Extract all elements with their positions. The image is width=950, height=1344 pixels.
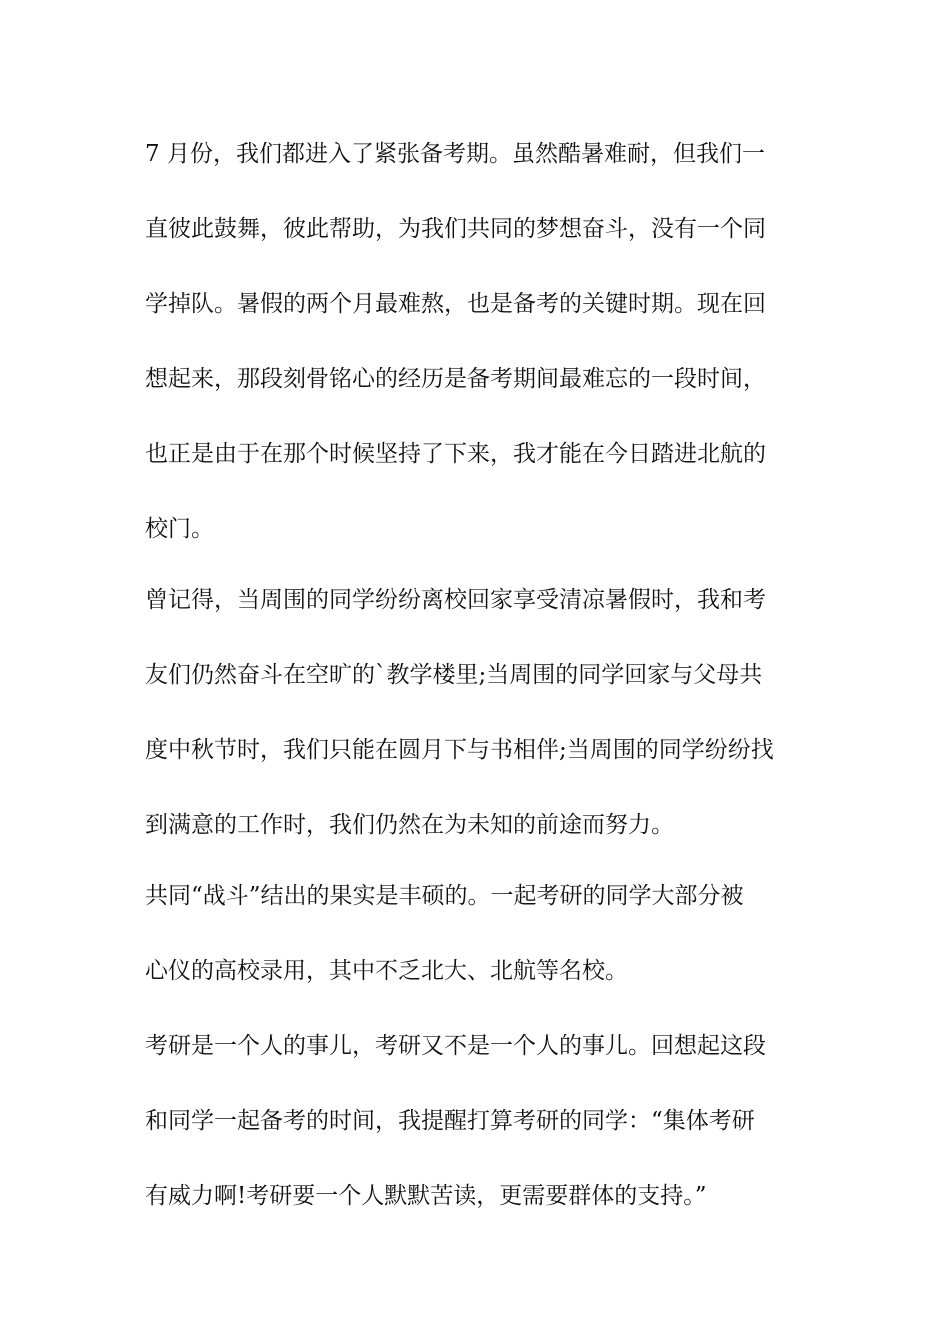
text-line: 学掉队。暑假的两个月最难熬，也是备考的关键时期。现在回 (145, 291, 766, 317)
paragraph-2 (145, 563, 815, 863)
text-line: 和同学一起备考的时间，我提醒打算考研的同学：“集体考研 (145, 1108, 755, 1134)
text-line: 共同“战斗”结出的果实是丰硕的。一起考研的同学大部分被 (145, 883, 744, 909)
text-line: 7 月份，我们都进入了紧张备考期。虽然酷暑难耐，但我们一 (145, 141, 765, 167)
text-line: 校门。 (145, 516, 214, 542)
text-line: 想起来，那段刻骨铭心的经历是备考期间最难忘的一段时间， (145, 366, 766, 392)
text-line: 度中秋节时，我们只能在圆月下与书相伴;当周围的同学纷纷找 (145, 737, 774, 763)
paragraph-1 (145, 117, 815, 567)
text-line: 直彼此鼓舞，彼此帮助，为我们共同的梦想奋斗，没有一个同 (145, 216, 766, 242)
text-line: 有威力啊!考研要一个人默默苦读，更需要群体的支持。” (145, 1183, 707, 1209)
text-line: 心仪的高校录用，其中不乏北大、北航等名校。 (145, 958, 628, 984)
text-line: 友们仍然奋斗在空旷的`教学楼里;当周围的同学回家与父母共 (145, 662, 763, 688)
text-line: 考研是一个人的事儿，考研又不是一个人的事儿。回想起这段 (145, 1033, 766, 1059)
paragraph-3 (145, 859, 815, 1009)
text-line: 曾记得，当周围的同学纷纷离校回家享受清凉暑假时，我和考 (145, 587, 766, 613)
text-line: 到满意的工作时，我们仍然在为未知的前途而努力。 (145, 812, 674, 838)
paragraph-4 (145, 1009, 815, 1234)
text-line: 也正是由于在那个时候坚持了下来，我才能在今日踏进北航的 (145, 441, 766, 467)
